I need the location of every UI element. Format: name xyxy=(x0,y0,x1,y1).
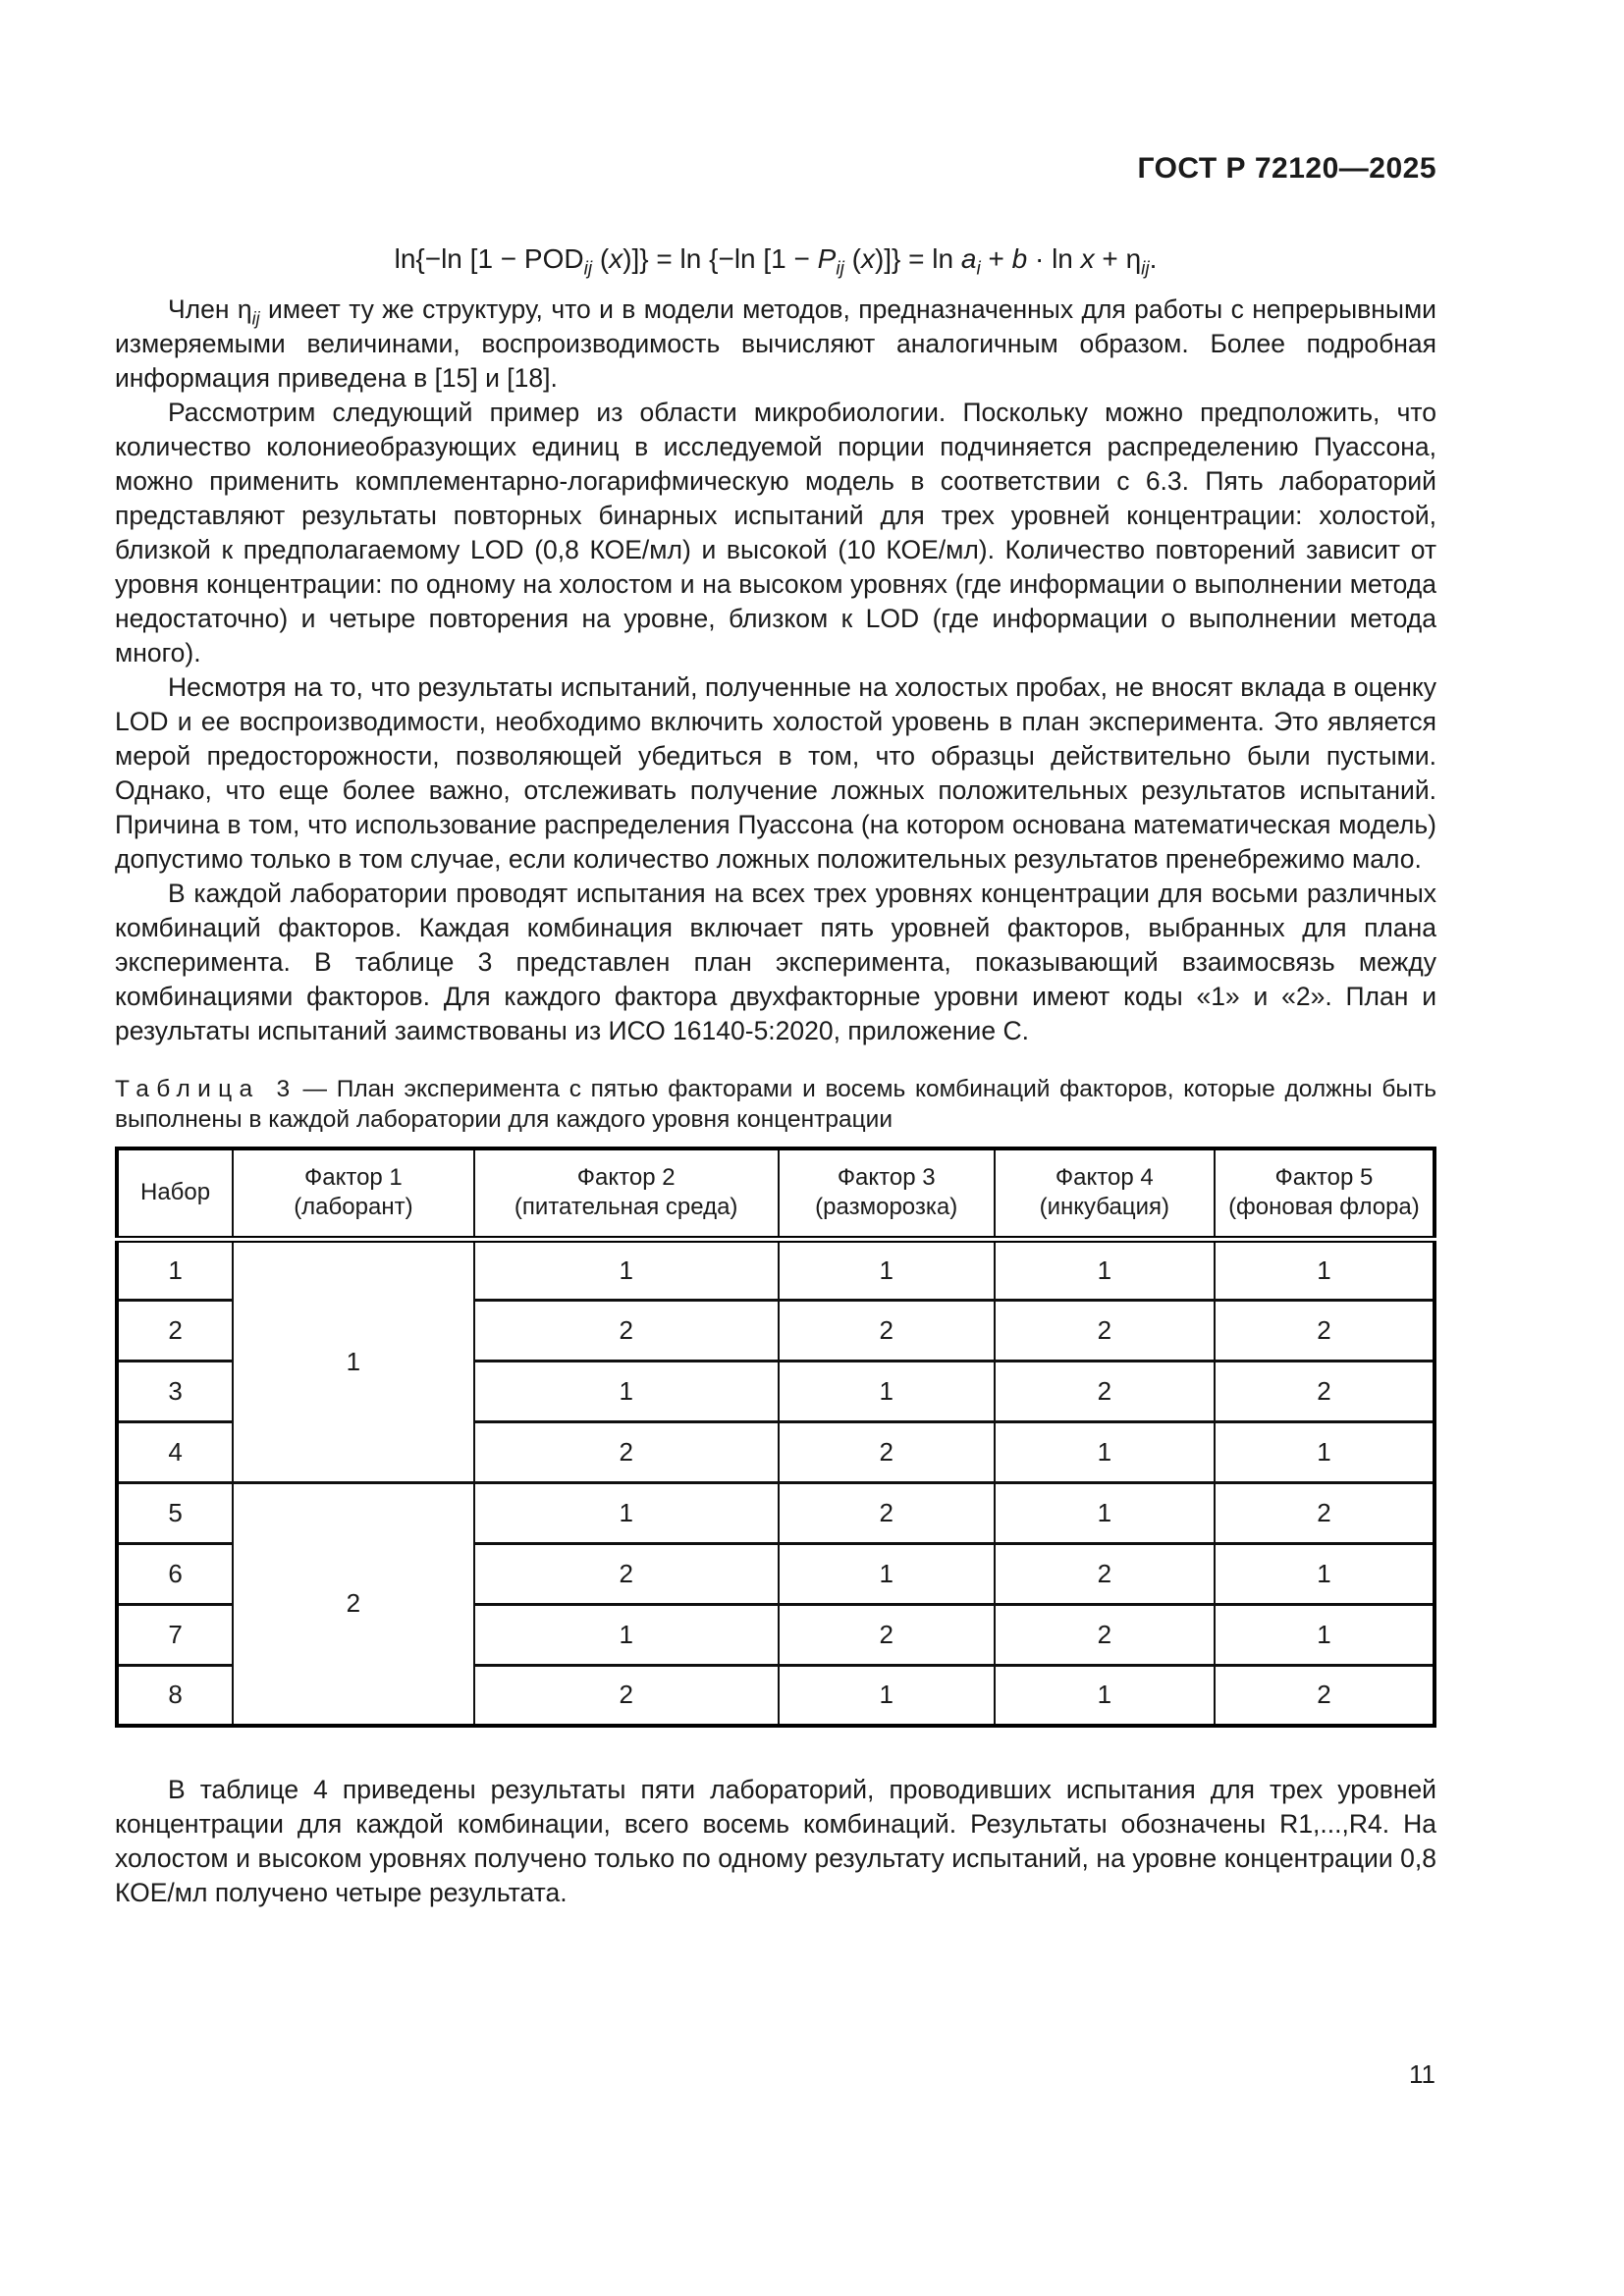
cell-factor3: 1 xyxy=(779,1665,995,1726)
cell-set: 5 xyxy=(117,1482,233,1543)
cell-factor4: 2 xyxy=(995,1604,1215,1665)
cell-factor2: 1 xyxy=(474,1239,779,1300)
cell-factor3: 1 xyxy=(779,1543,995,1604)
cell-factor3: 1 xyxy=(779,1239,995,1300)
cell-set: 1 xyxy=(117,1239,233,1300)
table-caption-label: Таблица 3 xyxy=(115,1076,298,1102)
cell-set: 4 xyxy=(117,1421,233,1482)
cell-factor5: 2 xyxy=(1215,1665,1435,1726)
body-text xyxy=(115,293,1436,1048)
cell-factor2: 2 xyxy=(474,1421,779,1482)
cell-factor4: 2 xyxy=(995,1361,1215,1421)
page-content xyxy=(115,0,1436,1910)
cell-set: 6 xyxy=(117,1543,233,1604)
page-number: 11 xyxy=(1409,2059,1435,2089)
closing-paragraph: В таблице 4 приведены результаты пяти лабораторий, проводивших испытания для трех уровней концентрации для каждой комбинации, всего восемь комбинаций. Результаты обозначены R1,...,R4. На холостом и высоком уровнях получено только по одному результату испытаний, на уровне концентрации 0,8 КОЕ/мл получено четыре результата. xyxy=(115,1775,1436,1907)
column-header-factor2: Фактор 2 (питательная среда) xyxy=(474,1148,779,1239)
cell-factor1-group: 1 xyxy=(233,1239,474,1482)
cell-factor2: 1 xyxy=(474,1482,779,1543)
cell-factor3: 2 xyxy=(779,1482,995,1543)
column-header-set: Набор xyxy=(117,1148,233,1239)
cell-factor5: 1 xyxy=(1215,1239,1435,1300)
cell-factor5: 1 xyxy=(1215,1604,1435,1665)
column-header-factor4: Фактор 4 (инкубация) xyxy=(995,1148,1215,1239)
cell-factor5: 2 xyxy=(1215,1482,1435,1543)
table-caption-text: — План эксперимента с пятью факторами и восемь комбинаций факторов, которые должны быть выполнены в каждой лаборатории для каждого уровня концентрации xyxy=(115,1076,1437,1133)
cell-factor5: 1 xyxy=(1215,1543,1435,1604)
column-header-factor5: Фактор 5 (фоновая флора) xyxy=(1215,1148,1435,1239)
cell-factor4: 1 xyxy=(995,1482,1215,1543)
cell-factor2: 1 xyxy=(474,1604,779,1665)
cell-factor5: 2 xyxy=(1215,1300,1435,1361)
cell-factor5: 1 xyxy=(1215,1421,1435,1482)
column-header-factor3: Фактор 3 (разморозка) xyxy=(779,1148,995,1239)
standard-code: ГОСТ Р 72120—2025 xyxy=(1137,152,1436,185)
formula xyxy=(115,241,1436,280)
cell-factor2: 2 xyxy=(474,1665,779,1726)
table-header-row xyxy=(117,1148,1435,1239)
paragraph-lab-combinations: В каждой лаборатории проводят испытания на всех трех уровнях концентрации для восьми различных комбинаций факторов. Каждая комбинация включает пять уровней факторов, выбранных для плана эксперимента. В таблице 3 представлен план эксперимента, показывающий взаимосвязь между комбинациями факторов. Для каждого фактора двухфакторные уровни имеют коды «1» и «2». План и результаты испытаний заимствованы из ИСО 16140-5:2020, приложение С. xyxy=(115,879,1436,1045)
table-row xyxy=(117,1482,1435,1543)
cell-factor2: 1 xyxy=(474,1361,779,1421)
cell-factor4: 1 xyxy=(995,1421,1215,1482)
cell-set: 8 xyxy=(117,1665,233,1726)
cell-factor1-group: 2 xyxy=(233,1482,474,1726)
cell-set: 3 xyxy=(117,1361,233,1421)
table-row xyxy=(117,1239,1435,1300)
table-caption xyxy=(115,1074,1436,1135)
cell-set: 7 xyxy=(117,1604,233,1665)
cell-factor4: 1 xyxy=(995,1665,1215,1726)
cell-factor4: 2 xyxy=(995,1300,1215,1361)
column-header-factor1: Фактор 1 (лаборант) xyxy=(233,1148,474,1239)
paragraph-microbiology-example: Рассмотрим следующий пример из области микробиологии. Поскольку можно предположить, что количество колониеобразующих единиц в исследуемой порции подчиняется распределению Пуассона, можно применить комплементарно-логарифмическую модель в соответствии с 6.3. Пять лабораторий представляют результаты повторных бинарных испытаний для трех уровней концентрации: холостой, близкой к предполагаемому LOD (0,8 КОЕ/мл) и высокой (10 КОЕ/мл). Количество повторений зависит от уровня концентрации: по одному на холостом и на высоком уровнях (где информации о выполнении метода недостаточно) и четыре повторения на уровне, близком к LOD (где информации о выполнении метода много). xyxy=(115,398,1436,667)
experiment-plan-table xyxy=(115,1147,1436,1728)
cell-factor4: 1 xyxy=(995,1239,1215,1300)
cell-factor2: 2 xyxy=(474,1300,779,1361)
cell-factor3: 2 xyxy=(779,1300,995,1361)
cell-factor3: 2 xyxy=(779,1604,995,1665)
cell-factor4: 2 xyxy=(995,1543,1215,1604)
cell-factor3: 1 xyxy=(779,1361,995,1421)
paragraph-blank-samples: Несмотря на то, что результаты испытаний, полученные на холостых пробах, не вносят вклада в оценку LOD и ее воспроизводимости, необходимо включить холостой уровень в план эксперимента. Это является мерой предосторожности, позволяющей убедиться в том, что образцы действительно были пустыми. Однако, что еще более важно, отслеживать получение ложных положительных результатов испытаний. Причина в том, что использование распределения Пуассона (на котором основана математическая модель) допустимо только в том случае, если количество ложных положительных результатов пренебрежимо мало. xyxy=(115,672,1436,874)
paragraph-eta-model: Член $\eta_{ij}$ имеет ту же структуру, что и в модели методов, предназначенных для работы с непрерывными измеряемыми величинами, воспроизводимость вычисляют аналогичным образом. Более подробная информация приведена в [15] и [18]. xyxy=(115,294,1436,393)
cell-factor2: 2 xyxy=(474,1543,779,1604)
cell-factor5: 2 xyxy=(1215,1361,1435,1421)
cell-factor3: 2 xyxy=(779,1421,995,1482)
formula-text: ln{−ln [$1 - POD_{ij}$ (x)]} = ln {−ln [$1 - P_{ij}$ $(x)]\} = \ln a_i + b \cdot \ln x + \eta_{ij}$. xyxy=(394,243,1158,280)
cell-set: 2 xyxy=(117,1300,233,1361)
